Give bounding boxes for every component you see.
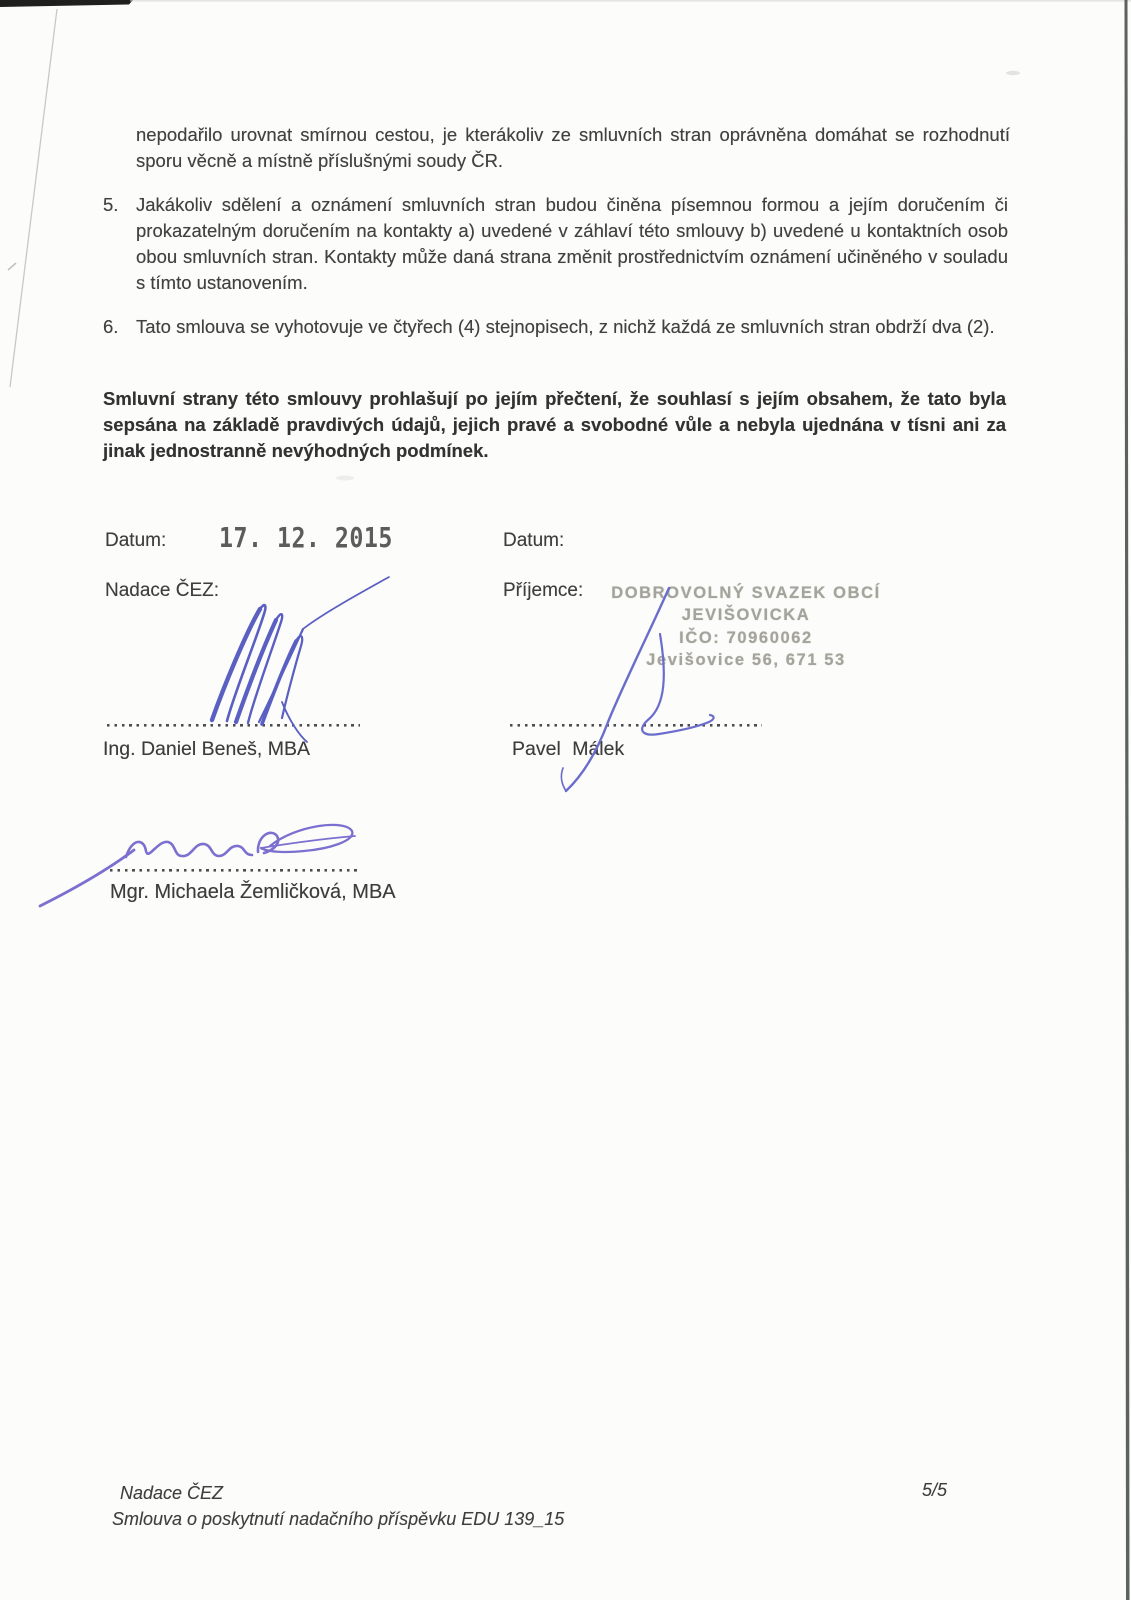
item-text: Jakákoliv sdělení a oznámení smluvních stran budou činěna písemnou formou a jejím doručením či prokazatelným doručením na kontakty a) uvedené v záhlaví této smlouvy b) uvedené u kontaktních osob obou smluvních stran. Kontakty může daná strana změnit prostřednictvím oznámení učiněného v souladu s tímto ustanovením.	[136, 194, 1008, 293]
signer-name-left: Ing. Daniel Beneš, MBA	[103, 738, 311, 760]
item-number: 5.	[103, 194, 119, 215]
party-label-left: Nadace ČEZ:	[105, 580, 220, 601]
date-label-right: Datum:	[503, 530, 565, 551]
stamp-line: Jevišovice 56, 671 53	[646, 650, 846, 669]
stamp-line: JEVIŠOVICKA	[681, 606, 811, 625]
stamp-line: IČO: 70960062	[679, 628, 813, 647]
declaration-paragraph: Smluvní strany této smlouvy prohlašují po jejím přečtení, že souhlasí s jejím obsahem, že tato byla sepsána na základě pravdivých údajů, jejich pravé a svobodné vůle a nebyla ujednána v tísni ani za jinak jednostranně nevýhodných podmínek.	[103, 388, 1006, 461]
footer-doc-title: Smlouva o poskytnutí nadačního příspěvku EDU 139_15	[112, 1509, 565, 1529]
footer-page-number: 5/5	[922, 1480, 948, 1500]
signature-daniel-benes	[212, 577, 389, 742]
organization-stamp	[596, 582, 896, 671]
numbered-item-6	[103, 314, 1008, 340]
numbered-item-5	[103, 192, 1008, 296]
item-text: Tato smlouva se vyhotovuje ve čtyřech (4) stejnopisech, z nichž každá ze smluvních stran obdrží dva (2).	[136, 316, 995, 337]
paragraph-continuation: nepodařilo urovnat smírnou cestou, je kterákoliv ze smluvních stran oprávněna domáhat se rozhodnutí sporu věcně a místně příslušnými soudy ČR.	[136, 124, 1010, 171]
footer-org-name: Nadace ČEZ	[120, 1483, 224, 1503]
stamp-line: DOBROVOLNÝ SVAZEK OBCÍ	[611, 584, 881, 602]
signer-name-right: Pavel Málek	[512, 738, 625, 760]
date-label-left: Datum:	[105, 530, 167, 551]
signature-line-right	[510, 724, 762, 727]
signature-line-second	[110, 869, 358, 872]
signature-line-left	[107, 724, 360, 727]
party-label-right: Příjemce:	[503, 580, 584, 601]
signer-name-second: Mgr. Michaela Žemličková, MBA	[110, 881, 396, 903]
item-number: 6.	[103, 316, 119, 337]
date-stamp: 17. 12. 2015	[219, 521, 393, 554]
